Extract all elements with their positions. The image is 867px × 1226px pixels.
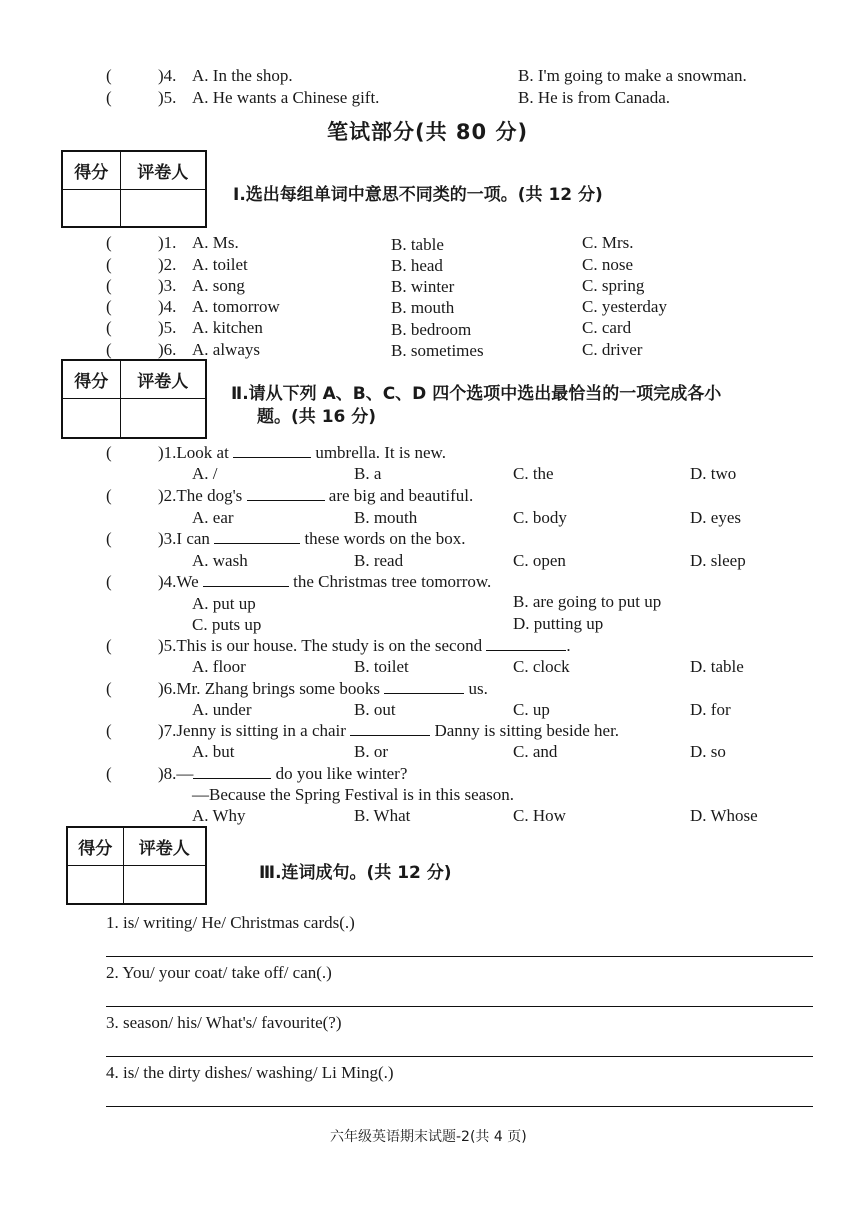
stem-text: We <box>176 572 199 591</box>
answer-line[interactable] <box>106 956 813 957</box>
answer-paren[interactable]: ( <box>106 764 112 783</box>
grader-cell[interactable] <box>123 865 206 904</box>
answer-blank[interactable] <box>384 679 464 694</box>
answer-paren[interactable]: ( <box>106 679 112 698</box>
answer-blank[interactable] <box>350 721 430 736</box>
question-stem <box>158 679 488 699</box>
option-b: B. mouth <box>354 508 418 527</box>
option-a: A. kitchen <box>192 318 263 337</box>
answer-blank[interactable] <box>247 486 325 501</box>
answer-paren[interactable]: ( <box>106 443 112 462</box>
option-c: C. nose <box>582 255 633 274</box>
answer-line[interactable] <box>106 1006 813 1007</box>
answer-paren[interactable]: ( <box>106 276 112 295</box>
stem-text: are big and beautiful. <box>328 486 474 505</box>
option-d: D. so <box>690 742 726 761</box>
item-number: )5. <box>158 88 177 107</box>
option-a: A. / <box>192 464 218 483</box>
option-c: C. yesterday <box>582 297 667 316</box>
stem-text: Mr. Zhang brings some books <box>176 679 380 698</box>
reorder-prompt: 2. You/ your coat/ take off/ can(.) <box>106 963 332 982</box>
option-b: B. out <box>354 700 396 719</box>
question-stem <box>158 486 473 506</box>
grader-cell[interactable] <box>120 189 206 227</box>
answer-blank[interactable] <box>203 572 289 587</box>
option-a: A. always <box>192 340 260 359</box>
option-c: C. card <box>582 318 632 337</box>
option-c: C. up <box>513 700 550 719</box>
answer-paren[interactable]: ( <box>106 721 112 740</box>
option-a: A. toilet <box>192 255 248 274</box>
option-d: D. two <box>690 464 737 483</box>
grader-label: 评卷人 <box>120 360 206 398</box>
stem-text: do you like winter? <box>275 764 408 783</box>
stem-text: these words on the box. <box>304 529 466 548</box>
score-box <box>66 826 207 905</box>
option-c: C. and <box>513 742 558 761</box>
score-label: 得分 <box>62 151 120 189</box>
option-a: A. ear <box>192 508 234 527</box>
answer-paren[interactable]: ( <box>106 88 146 107</box>
answer-paren[interactable]: ( <box>106 529 112 548</box>
score-cell[interactable] <box>62 398 120 438</box>
option-c: C. open <box>513 551 566 570</box>
score-box <box>61 359 207 439</box>
option-a: A. He wants a Chinese gift. <box>192 88 380 107</box>
item-number: )3. <box>158 276 177 295</box>
score-box <box>61 150 207 228</box>
grader-label: 评卷人 <box>123 827 206 865</box>
option-b: B. head <box>391 256 443 275</box>
option-b: B. He is from Canada. <box>518 88 671 107</box>
option-d: D. eyes <box>690 508 741 527</box>
answer-line[interactable] <box>106 1106 813 1107</box>
stem-text: The dog's <box>176 486 243 505</box>
item-number: )6. <box>158 679 177 698</box>
option-c: C. spring <box>582 276 645 295</box>
item-number: )4. <box>158 572 177 591</box>
answer-paren[interactable]: ( <box>106 318 112 337</box>
item-number: )4. <box>158 66 177 85</box>
stem-text: us. <box>468 679 488 698</box>
dialogue-line: —Because the Spring Festival is in this season. <box>192 785 515 804</box>
option-b: B. a <box>354 464 382 483</box>
answer-paren[interactable]: ( <box>106 636 112 655</box>
question-stem <box>158 764 407 784</box>
item-number: )2. <box>158 255 177 274</box>
reorder-prompt: 1. is/ writing/ He/ Christmas cards(.) <box>106 913 355 932</box>
reorder-prompt: 3. season/ his/ What's/ favourite(?) <box>106 1013 342 1032</box>
option-b: B. winter <box>391 277 455 296</box>
option-c: C. driver <box>582 340 643 359</box>
option-a: A. tomorrow <box>192 297 280 316</box>
section-2-title: Ⅱ.请从下列 A、B、C、D 四个选项中选出最恰当的一项完成各小 <box>231 384 722 404</box>
stem-text: Danny is sitting beside her. <box>434 721 620 740</box>
stem-text: the Christmas tree tomorrow. <box>293 572 492 591</box>
option-a: A. song <box>192 276 245 295</box>
page-footer: 六年级英语期末试题-2(共 4 页) <box>330 1129 527 1145</box>
item-number: )3. <box>158 529 177 548</box>
item-number: )8. <box>158 764 177 783</box>
option-a: A. under <box>192 700 252 719</box>
stem-text: — <box>176 764 194 783</box>
option-b: B. toilet <box>354 657 409 676</box>
written-part-title: 笔试部分(共 80 分) <box>327 120 529 144</box>
option-c: C. puts up <box>192 615 262 634</box>
option-a: A. floor <box>192 657 246 676</box>
stem-text: This is our house. The study is on the second <box>176 636 483 655</box>
stem-text: I can <box>176 529 210 548</box>
question-stem <box>158 721 619 741</box>
answer-blank[interactable] <box>486 636 566 651</box>
option-b: B. What <box>354 806 411 825</box>
item-number: )4. <box>158 297 177 316</box>
stem-text: umbrella. It is new. <box>315 443 446 462</box>
option-c: C. How <box>513 806 566 825</box>
option-b: B. I'm going to make a snowman. <box>518 66 747 85</box>
option-d: D. sleep <box>690 551 746 570</box>
answer-paren[interactable]: ( <box>106 66 146 85</box>
item-number: )6. <box>158 340 177 359</box>
question-stem <box>158 572 491 592</box>
reorder-prompt: 4. is/ the dirty dishes/ washing/ Li Ming(.) <box>106 1063 394 1082</box>
score-label: 得分 <box>62 360 120 398</box>
question-stem <box>158 529 465 549</box>
stem-text: Look at <box>176 443 229 462</box>
grader-cell[interactable] <box>120 398 206 438</box>
score-label: 得分 <box>67 827 123 865</box>
answer-blank[interactable] <box>214 529 300 544</box>
item-number: )1. <box>158 233 177 252</box>
answer-paren[interactable]: ( <box>106 297 112 316</box>
section-1-title: Ⅰ.选出每组单词中意思不同类的一项。(共 12 分) <box>233 185 603 205</box>
option-b: B. table <box>391 235 444 254</box>
answer-paren[interactable]: ( <box>106 572 112 591</box>
option-d: D. table <box>690 657 744 676</box>
option-a: A. but <box>192 742 235 761</box>
option-c: C. Mrs. <box>582 233 634 252</box>
grader-label: 评卷人 <box>120 151 206 189</box>
option-b: B. mouth <box>391 298 455 317</box>
section-2-title-cont: 题。(共 16 分) <box>257 407 377 427</box>
question-stem <box>158 636 571 656</box>
option-b: B. or <box>354 742 388 761</box>
option-d: D. putting up <box>513 614 604 633</box>
answer-paren[interactable]: ( <box>106 233 112 252</box>
answer-blank[interactable] <box>233 443 311 458</box>
item-number: )5. <box>158 318 177 337</box>
score-cell[interactable] <box>67 865 123 904</box>
option-a: A. Ms. <box>192 233 239 252</box>
stem-text: . <box>566 636 571 655</box>
item-number: )1. <box>158 443 177 462</box>
question-stem <box>158 443 446 463</box>
item-number: )7. <box>158 721 177 740</box>
score-cell[interactable] <box>62 189 120 227</box>
option-c: C. body <box>513 508 567 527</box>
option-b: B. sometimes <box>391 341 484 360</box>
option-b: B. bedroom <box>391 320 472 339</box>
option-a: A. In the shop. <box>192 66 293 85</box>
answer-line[interactable] <box>106 1056 813 1057</box>
option-a: A. put up <box>192 594 256 613</box>
item-number: )2. <box>158 486 177 505</box>
answer-paren[interactable]: ( <box>106 340 112 359</box>
section-3-title: Ⅲ.连词成句。(共 12 分) <box>259 863 452 883</box>
option-d: D. Whose <box>690 806 758 825</box>
option-c: C. the <box>513 464 554 483</box>
option-a: A. wash <box>192 551 248 570</box>
answer-blank[interactable] <box>193 764 271 779</box>
option-b: B. read <box>354 551 404 570</box>
option-c: C. clock <box>513 657 570 676</box>
answer-paren[interactable]: ( <box>106 255 112 274</box>
option-b: B. are going to put up <box>513 592 662 611</box>
stem-text: Jenny is sitting in a chair <box>176 721 346 740</box>
option-a: A. Why <box>192 806 246 825</box>
option-d: D. for <box>690 700 731 719</box>
item-number: )5. <box>158 636 177 655</box>
answer-paren[interactable]: ( <box>106 486 112 505</box>
